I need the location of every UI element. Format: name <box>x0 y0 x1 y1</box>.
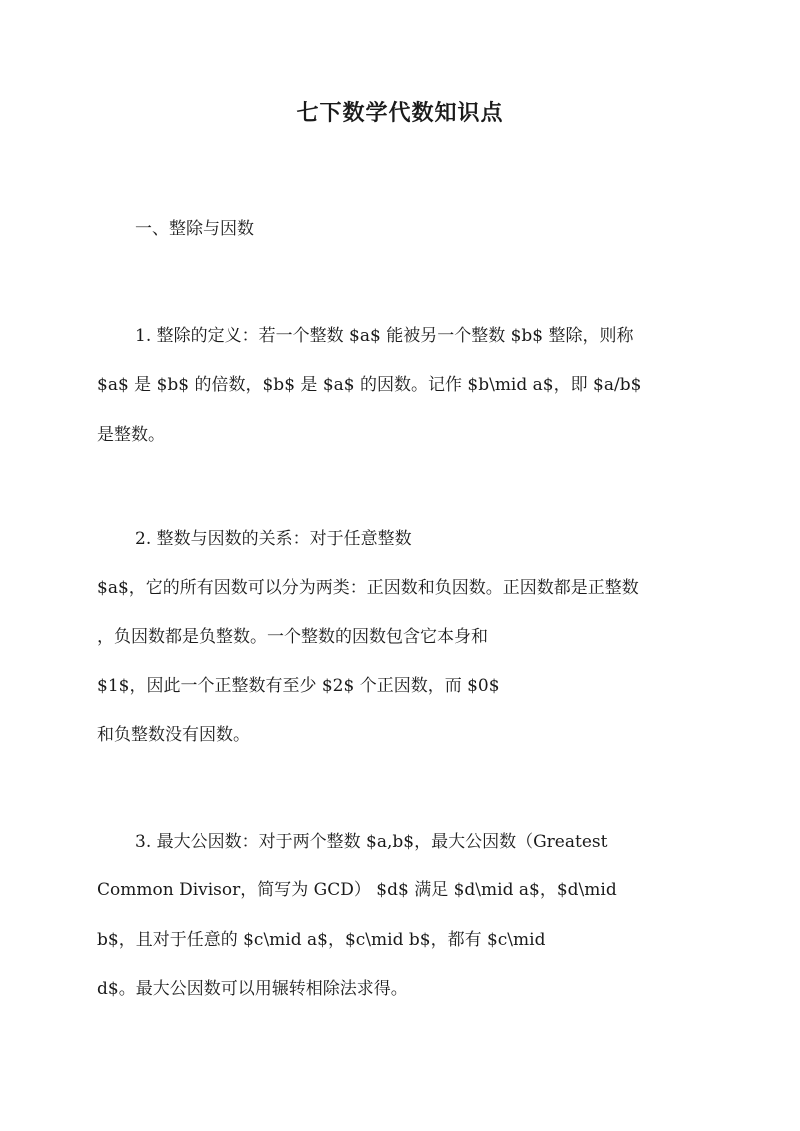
paragraph-2-line-4: $1$，因此一个正整数有至少 $2$ 个正因数，而 $0$ <box>97 676 500 696</box>
paragraph-3-line-3: b$，且对于任意的 $c\mid a$，$c\mid b$，都有 $c\mid <box>97 930 546 950</box>
paragraph-3-line-2: Common Divisor，简写为 GCD） $d$ 满足 $d\mid a$，$d\mid <box>97 880 617 900</box>
paragraph-3-line-1: 3. 最大公因数：对于两个整数 $a,b$，最大公因数（Greatest <box>135 832 608 852</box>
paragraph-2-line-2: $a$，它的所有因数可以分为两类：正因数和负因数。正因数都是正整数 <box>97 578 639 598</box>
paragraph-2-line-5: 和负整数没有因数。 <box>97 725 250 745</box>
paragraph-1-line-1: 1. 整除的定义：若一个整数 $a$ 能被另一个整数 $b$ 整除，则称 <box>135 326 634 346</box>
paragraph-1-line-3: 是整数。 <box>97 425 165 445</box>
section-heading: 一、整除与因数 <box>135 219 254 239</box>
paragraph-1-line-2: $a$ 是 $b$ 的倍数，$b$ 是 $a$ 的因数。记作 $b\mid a$，即 $a/b$ <box>97 375 642 395</box>
paragraph-2-line-3: ，负因数都是负整数。一个整数的因数包含它本身和 <box>97 627 488 647</box>
document-title: 七下数学代数知识点 <box>296 100 504 126</box>
paragraph-2-line-1: 2. 整数与因数的关系：对于任意整数 <box>135 529 412 549</box>
paragraph-3-line-4: d$。最大公因数可以用辗转相除法求得。 <box>97 979 408 999</box>
